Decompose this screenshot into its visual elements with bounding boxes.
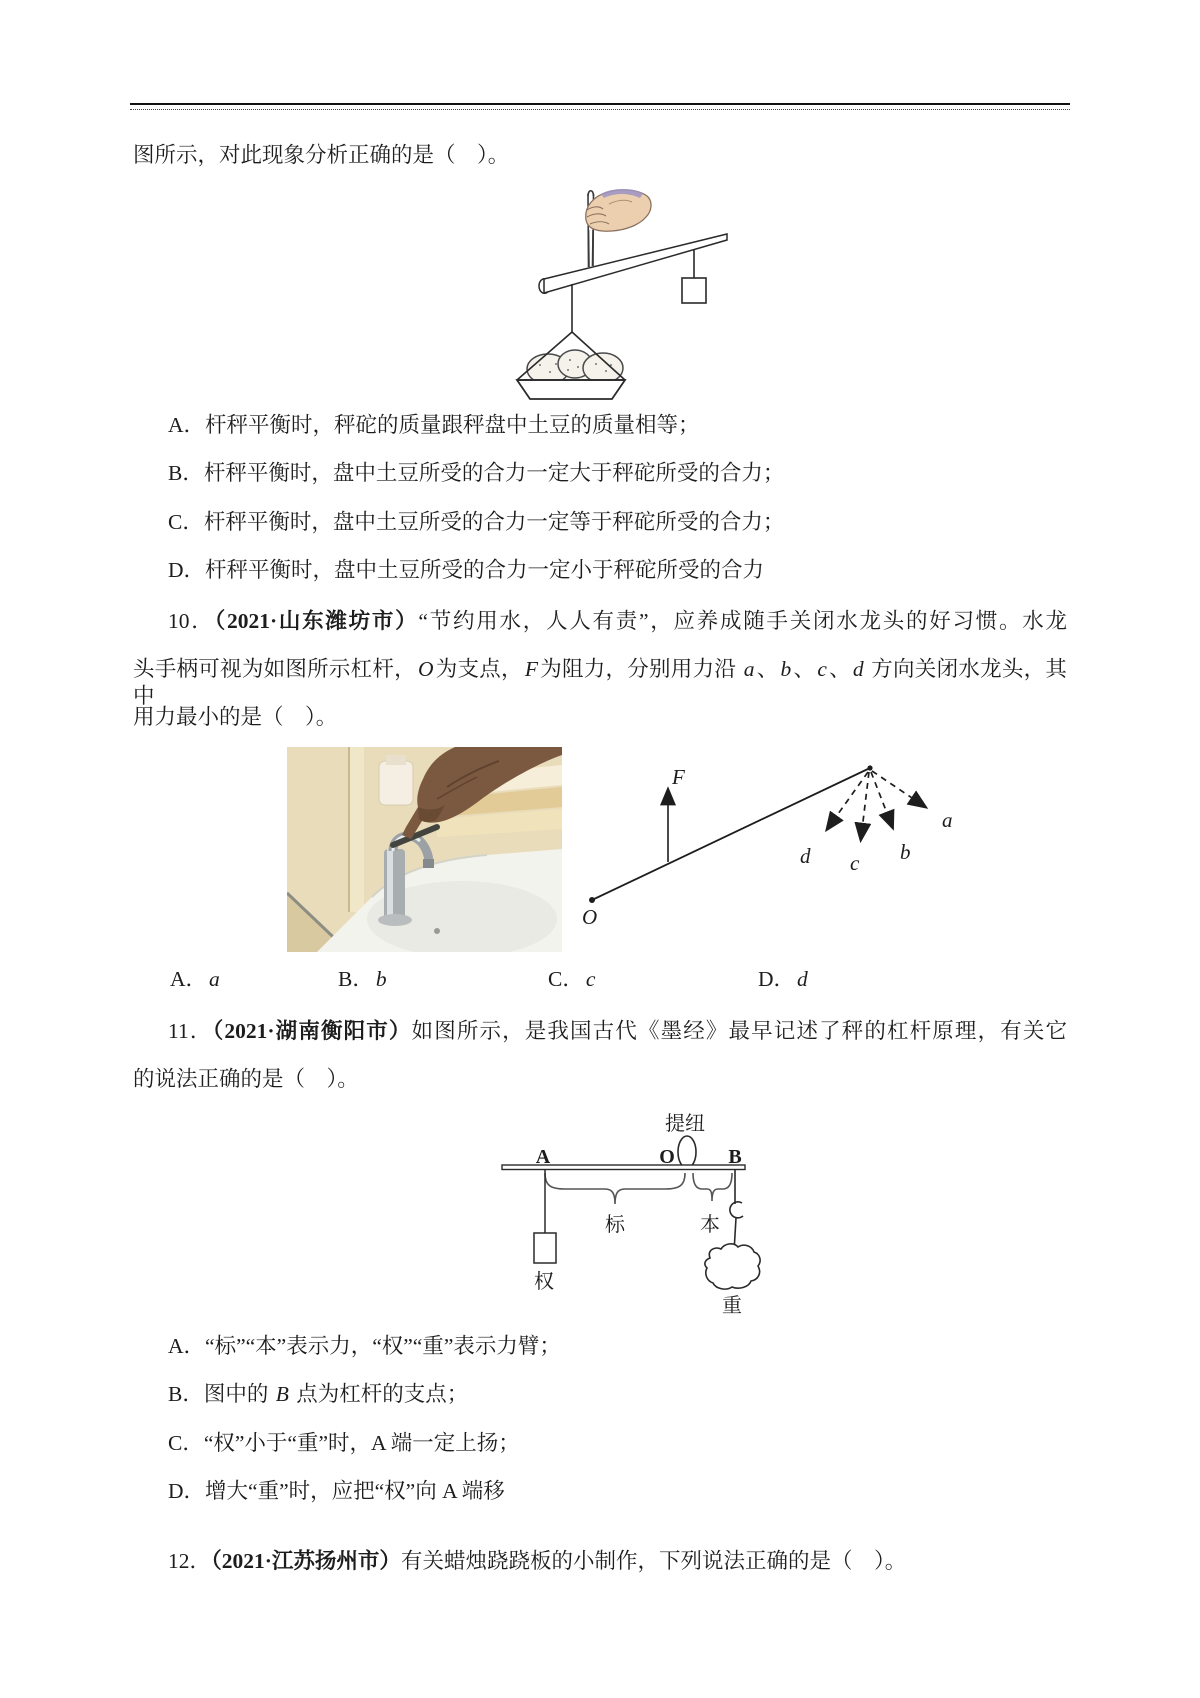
q9-intro-line — [133, 142, 509, 169]
quan-weight — [534, 1170, 556, 1263]
q10-line-2: 头手柄可视为如图所示杠杆，O为支点，F为阻力，分别用力沿 a、b、c、d 方向关闭水龙头，其中 — [133, 657, 1067, 708]
label-O: O — [659, 1146, 675, 1168]
option-text: 杆秤平衡时，盘中土豆所受的合力一定等于秤砣所受的合力； — [203, 510, 785, 534]
arrow-c — [861, 772, 869, 838]
label-quan: 权 — [534, 1271, 554, 1293]
option-label: D． — [168, 558, 206, 582]
option-text: 杆秤平衡时，盘中土豆所受的合力一定小于秤砣所受的合力 — [205, 558, 765, 582]
option-label: A． — [168, 413, 206, 437]
label-d: d — [800, 844, 811, 868]
q10-option-b: B．b — [338, 967, 387, 991]
q11-option-a: A．“标”“本”表示力，“权”“重”表示力臂； — [168, 1334, 561, 1358]
option-text: 杆秤平衡时，秤砣的质量跟秤盘中土豆的质量相等； — [205, 413, 700, 437]
label-b: b — [900, 840, 911, 864]
q11-source: （2021·湖南衡阳市） — [212, 1019, 412, 1043]
q12-text: 有关蜡烛跷跷板的小制作，下列说法正确的是（ ）。 — [400, 1549, 907, 1573]
arrow-a — [872, 771, 924, 806]
q11-text: 如图所示，是我国古代《墨经》最早记述了秤的杠杆原理，有关它 — [411, 1019, 1067, 1043]
q9-option-b — [168, 460, 784, 487]
q12-source: （2021·江苏扬州市） — [211, 1549, 401, 1573]
q10-source: （2021·山东潍坊市） — [214, 609, 419, 633]
q12-line — [168, 1548, 906, 1575]
q10-option-d: D．d — [758, 967, 808, 991]
label-F: F — [672, 765, 685, 789]
brace-ben — [693, 1173, 732, 1201]
potatoes — [527, 350, 623, 384]
label-a: a — [942, 808, 953, 832]
label-zhong: 重 — [722, 1295, 742, 1317]
hand-icon — [586, 189, 651, 231]
label-O: O — [582, 905, 598, 929]
arrow-d — [828, 772, 868, 828]
q10-number: 10． — [168, 609, 215, 633]
q9-intro-text: 图所示，对此现象分析正确的是（ ）。 — [133, 143, 510, 167]
q11-number: 11． — [168, 1019, 213, 1043]
q9-option-d — [168, 557, 764, 584]
steelyard-weight — [682, 249, 706, 303]
arrow-b — [871, 772, 892, 826]
q11-option-c: C．“权”小于“重”时，A 端一定上扬； — [168, 1431, 520, 1455]
steelyard-illustration — [470, 180, 790, 410]
label-tiniu: 提纽 — [665, 1113, 705, 1135]
q10-line-1 — [133, 608, 1067, 635]
header-rule-solid — [130, 103, 1070, 105]
option-label: B． — [168, 461, 204, 485]
q11-option-d: D．增大“重”时，应把“权”向 A 端移 — [168, 1479, 505, 1503]
faucet-photo — [287, 747, 562, 952]
q11-option-b: B．图中的 B 点为杠杆的支点； — [168, 1382, 469, 1406]
q12-number: 12． — [168, 1549, 212, 1573]
q10-option-c: C．c — [548, 967, 596, 991]
label-biao: 标 — [605, 1214, 625, 1236]
steelyard-cord-lower — [589, 230, 594, 267]
option-label: C． — [168, 510, 204, 534]
steelyard-pan — [517, 380, 625, 399]
lever-bar — [589, 765, 873, 903]
mojing-steelyard-diagram — [480, 1105, 780, 1320]
label-ben: 本 — [700, 1214, 720, 1236]
q10-text: “节约用水，人人有责”，应养成随手关闭水龙头的好习惯。水龙 — [418, 609, 1067, 633]
q9-option-a — [168, 412, 700, 439]
q10-option-a: A．a — [170, 967, 220, 991]
header-rule-dotted — [130, 109, 1070, 110]
q11-line-1 — [133, 1018, 1067, 1045]
option-text: 杆秤平衡时，盘中土豆所受的合力一定大于秤砣所受的合力； — [203, 461, 785, 485]
label-c: c — [850, 851, 860, 875]
faucet-lever-diagram — [560, 690, 980, 930]
q9-option-c — [168, 509, 784, 536]
label-B: B — [728, 1146, 742, 1168]
brace-biao — [545, 1173, 685, 1204]
label-A: A — [535, 1146, 551, 1168]
lifting-loop — [678, 1136, 696, 1168]
q11-line-2: 的说法正确的是（ ）。 — [133, 1067, 359, 1091]
q10-line-3: 用力最小的是（ ）。 — [133, 705, 338, 729]
